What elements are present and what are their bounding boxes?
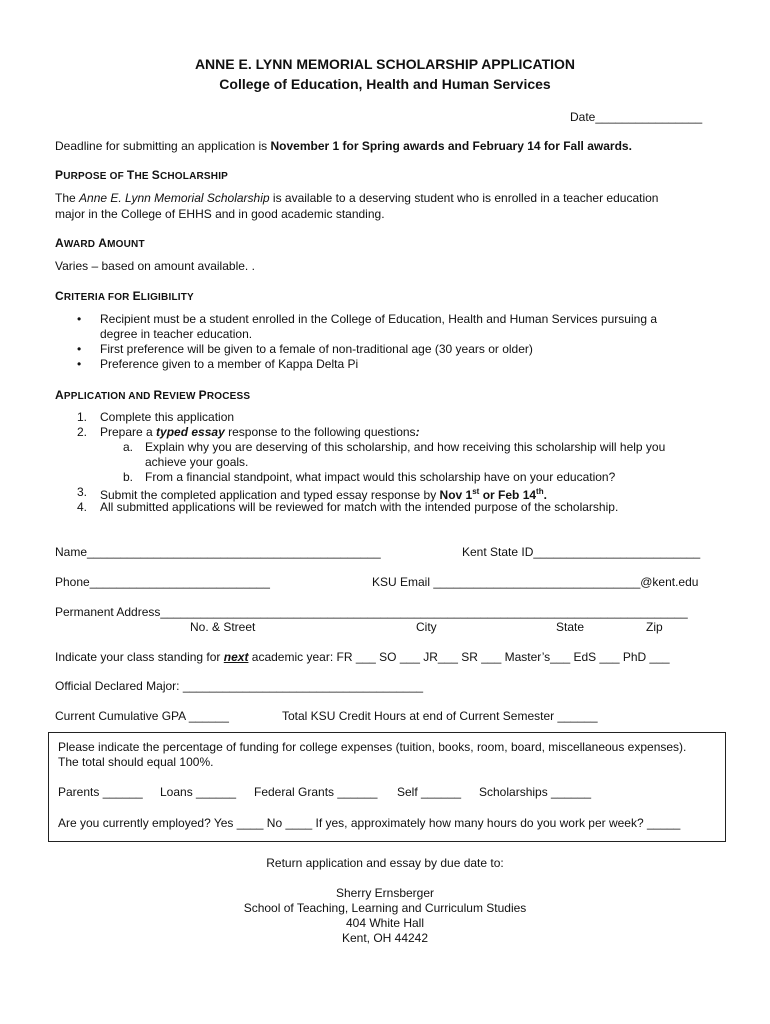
substep-a: Explain why you are deserving of this scholarship, and how receiving this scholarship will help you [145,440,666,454]
nov-date: Nov 1 [439,488,473,502]
criteria-item-3: Preference given to a member of Kappa Delta Pi [100,357,359,371]
substep-letter: b. [123,470,134,484]
phone-field[interactable]: Phone___________________________ [55,575,270,589]
criteria-item-1: Recipient must be a student enrolled in the College of Education, Health and Human Services pursuing a [100,312,657,326]
bullet: • [77,357,82,371]
standing-options: academic year: FR ___ SO ___ JR___ SR ___ Master’s___ EdS ___ PhD ___ [248,650,670,664]
step-number: 2. [77,425,88,439]
award-heading [55,236,145,250]
cap-letter: S [151,168,160,182]
step-2-suffix: response to the following questions [224,425,416,439]
substep-b: From a financial standpoint, what impact would this scholarship have on your education? [145,470,616,484]
feb-sup: th [536,487,544,496]
loans-field[interactable]: Loans ______ [160,785,237,799]
cap-letter: P [55,168,64,182]
address-zip-label: Zip [646,620,663,634]
step-number: 1. [77,410,88,424]
criteria-heading [55,289,194,303]
gpa-field[interactable]: Current Cumulative GPA ______ [55,709,229,723]
deadline-text [55,138,632,154]
purpose-line-2: major in the College of EHHS and in good academic standing. [55,207,385,221]
heading-part: URPOSE OF [63,171,127,182]
name-field[interactable]: Name____________________________________________ [55,545,381,559]
employment-field[interactable]: Are you currently employed? Yes ____ No ____ If yes, approximately how many hours do you work per week? _____ [58,816,681,830]
cap-letter: A [98,236,108,250]
cap-letter: A [55,236,64,250]
date-field[interactable]: Date________________ [570,110,703,124]
parents-field[interactable]: Parents ______ [58,785,143,799]
step-number: 4. [77,500,88,514]
return-name: Sherry Ernsberger [335,886,435,900]
award-text: Varies – based on amount available. . [55,259,255,273]
page-subtitle: College of Education, Health and Human Services [219,76,551,92]
address-city-label: City [416,620,437,634]
heading-part: CHOLARSHIP [159,171,229,182]
return-instruction: Return application and essay by due date to: [266,856,504,870]
substep-letter: a. [123,440,134,454]
step-2-prefix: Prepare a [100,425,157,439]
cap-letter: E [132,289,141,303]
bullet: • [77,312,82,326]
feb-date: or Feb 14 [479,488,537,502]
heading-part: PPLICATION AND [63,391,154,402]
purpose-suffix: is available to a deserving student who is enrolled in a teacher education [269,191,659,205]
deadline-dates: November 1 for Spring awards and February 14 for Fall awards. [270,139,632,153]
federal-grants-field[interactable]: Federal Grants ______ [254,785,378,799]
cap-letter: A [55,388,64,402]
heading-part: LIGIBILITY [140,292,194,303]
substep-a-cont: achieve your goals. [145,455,249,469]
process-heading [55,388,250,402]
heading-part: MOUNT [107,239,145,250]
deadline-prefix: Deadline for submitting an application is [55,139,271,153]
step-3-end: . [543,488,547,502]
funding-instruction-2: The total should equal 100%. [58,755,214,769]
address-state-label: State [556,620,585,634]
major-field[interactable]: Official Declared Major: ____________________________________ [55,679,424,693]
bullet: • [77,342,82,356]
page-title: ANNE E. LYNN MEMORIAL SCHOLARSHIP APPLICATION [194,56,576,72]
cap-letter: C [55,289,64,303]
self-field[interactable]: Self ______ [397,785,462,799]
ksu-id-field[interactable]: Kent State ID_________________________ [462,545,701,559]
return-office: 404 White Hall [345,916,425,930]
scholarships-field[interactable]: Scholarships ______ [479,785,592,799]
ksu-email-field[interactable]: KSU Email _______________________________@kent.edu [372,575,699,589]
heading-part: ROCESS [206,391,251,402]
return-city: Kent, OH 44242 [341,931,429,945]
step-2-colon: : [415,425,420,439]
heading-part: HE [134,171,152,182]
typed-essay: typed essay [156,425,225,439]
address-street-label: No. & Street [190,620,256,634]
purpose-prefix: The [55,191,80,205]
class-standing-field[interactable] [55,649,670,665]
scholarship-name: Anne E. Lynn Memorial Scholarship [79,191,270,205]
address-field[interactable]: Permanent Address_______________________________________________________________________________ [55,605,688,619]
cap-letter: T [126,168,135,182]
step-1: Complete this application [100,410,235,424]
heading-part: EVIEW [162,391,199,402]
nov-sup: st [472,487,480,496]
standing-prefix: Indicate your class standing for [55,650,224,664]
step-2 [100,424,420,440]
purpose-heading [55,168,228,182]
criteria-item-1-cont: degree in teacher education. [100,327,253,341]
credit-hours-field[interactable]: Total KSU Credit Hours at end of Current Semester ______ [282,709,598,723]
cap-letter: P [198,388,207,402]
step-3-prefix: Submit the completed application and typed essay response by [100,488,440,502]
purpose-line-1 [55,190,658,206]
heading-part: RITERIA FOR [63,292,133,303]
cap-letter: R [153,388,163,402]
step-number: 3. [77,485,88,499]
standing-next: next [223,650,249,664]
criteria-item-2: First preference will be given to a female of non-traditional age (30 years or older) [100,342,533,356]
step-4: All submitted applications will be reviewed for match with the intended purpose of the scholarship. [100,500,619,514]
heading-part: WARD [63,239,99,250]
return-school: School of Teaching, Learning and Curriculum Studies [243,901,527,915]
funding-instruction-1: Please indicate the percentage of funding for college expenses (tuition, books, room, board, miscellaneous expenses). [58,740,687,754]
